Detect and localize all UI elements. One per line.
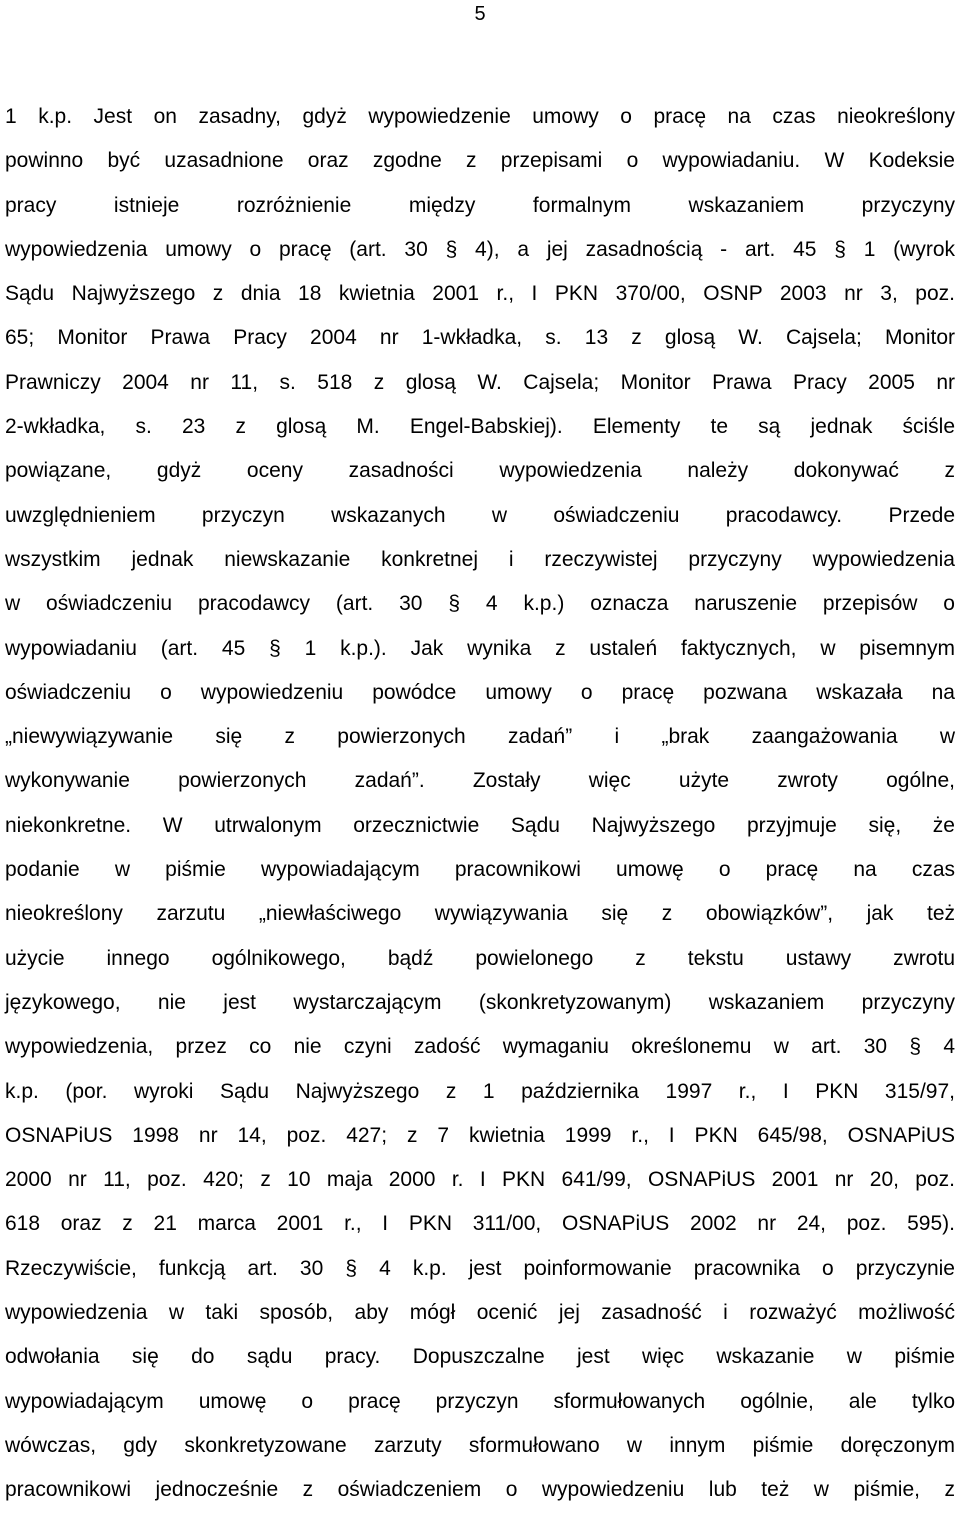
text-line: Sądu Najwyższego z dnia 18 kwietnia 2001 r., I PKN 370/00, OSNP 2003 nr 3, poz. xyxy=(5,282,955,306)
text-line: w oświadczeniu pracodawcy (art. 30 § 4 k.p.) oznacza naruszenie przepisów o xyxy=(5,592,955,616)
text-line: odwołania się do sądu pracy. Dopuszczalne jest więc wskazanie w piśmie xyxy=(5,1345,955,1369)
body-text xyxy=(5,95,955,1513)
text-line: powiązane, gdyż oceny zasadności wypowiedzenia należy dokonywać z xyxy=(5,459,955,483)
text-line: powinno być uzasadnione oraz zgodne z przepisami o wypowiadaniu. W Kodeksie xyxy=(5,149,955,173)
page-number: 5 xyxy=(474,3,486,25)
text-line: wszystkim jednak niewskazanie konkretnej i rzeczywistej przyczyny wypowiedzenia xyxy=(5,547,955,571)
text-line: OSNAPiUS 1998 nr 14, poz. 427; z 7 kwietnia 1999 r., I PKN 645/98, OSNAPiUS xyxy=(5,1123,955,1147)
text-line: wypowiedzenia, przez co nie czyni zadość wymaganiu określonemu w art. 30 § 4 xyxy=(5,1035,955,1059)
text-line: wypowiadającym umowę o pracę przyczyn sformułowanych ogólnie, ale tylko xyxy=(5,1389,955,1413)
text-line: oświadczeniu o wypowiedzeniu powódce umowy o pracę pozwana wskazała na xyxy=(5,680,955,704)
text-line: Prawniczy 2004 nr 11, s. 518 z glosą W. Cajsela; Monitor Prawa Pracy 2005 nr xyxy=(5,370,955,394)
text-line: pracy istnieje rozróżnienie między formalnym wskazaniem przyczyny xyxy=(5,193,955,217)
text-line: wypowiedzenia w taki sposób, aby mógł ocenić jej zasadność i rozważyć możliwość xyxy=(5,1301,955,1325)
text-line: wówczas, gdy skonkretyzowane zarzuty sformułowano w innym piśmie doręczonym xyxy=(5,1433,955,1457)
text-line: nieokreślony zarzutu „niewłaściwego wywiązywania się z obowiązków”, jak też xyxy=(5,902,955,926)
text-line: 2-wkładka, s. 23 z glosą M. Engel-Babskiej). Elementy te są jednak ściśle xyxy=(5,415,955,439)
text-line: 65; Monitor Prawa Pracy 2004 nr 1-wkładka, s. 13 z glosą W. Cajsela; Monitor xyxy=(5,326,955,350)
text-line: wykonywanie powierzonych zadań”. Zostały więc użyte zwroty ogólne, xyxy=(5,769,955,793)
text-line: Rzeczywiście, funkcją art. 30 § 4 k.p. jest poinformowanie pracownika o przyczynie xyxy=(5,1256,955,1280)
text-line: podanie w piśmie wypowiadającym pracownikowi umowę o pracę na czas xyxy=(5,858,955,882)
text-line: wypowiadaniu (art. 45 § 1 k.p.). Jak wynika z ustaleń faktycznych, w pisemnym xyxy=(5,636,955,660)
text-line: niekonkretne. W utrwalonym orzecznictwie Sądu Najwyższego przyjmuje się, że xyxy=(5,813,955,837)
text-line: uwzględnieniem przyczyn wskazanych w oświadczeniu pracodawcy. Przede xyxy=(5,503,955,527)
text-line: językowego, nie jest wystarczającym (skonkretyzowanym) wskazaniem przyczyny xyxy=(5,990,955,1014)
text-line: 2000 nr 11, poz. 420; z 10 maja 2000 r. I PKN 641/99, OSNAPiUS 2001 nr 20, poz. xyxy=(5,1168,955,1192)
text-line: 1 k.p. Jest on zasadny, gdyż wypowiedzenie umowy o pracę na czas nieokreślony xyxy=(5,105,955,128)
text-line: „niewywiązywanie się z powierzonych zadań” i „brak zaangażowania w xyxy=(5,725,955,749)
text-line: użycie innego ogólnikowego, bądź powielonego z tekstu ustawy zwrotu xyxy=(5,946,955,970)
text-line: wypowiedzenia umowy o pracę (art. 30 § 4), a jej zasadnością - art. 45 § 1 (wyrok xyxy=(5,237,955,261)
text-line: k.p. (por. wyroki Sądu Najwyższego z 1 października 1997 r., I PKN 315/97, xyxy=(5,1079,955,1103)
text-line: pracownikowi jednocześnie z oświadczeniem o wypowiedzeniu lub też w piśmie, z xyxy=(5,1478,955,1502)
text-line: 618 oraz z 21 marca 2001 r., I PKN 311/00, OSNAPiUS 2002 nr 24, poz. 595). xyxy=(5,1212,955,1236)
